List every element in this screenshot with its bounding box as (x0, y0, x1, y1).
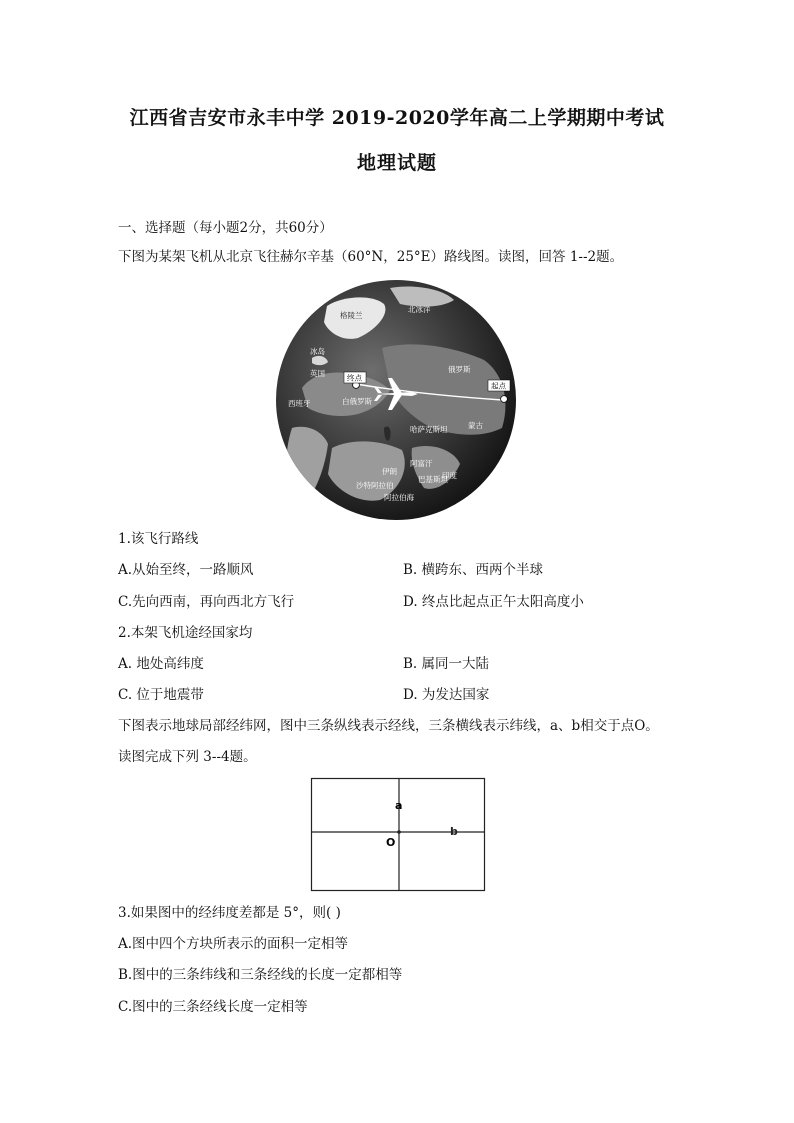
latlong-grid-diagram (310, 777, 488, 893)
grid-svg (310, 777, 488, 893)
afghanistan-label: 阿富汗 (410, 459, 433, 468)
spain-label: 西班牙 (288, 399, 311, 408)
q3-stem: 3.如果图中的经纬度差都是 5°，则( ) (118, 905, 341, 921)
iran-label: 伊朗 (382, 467, 397, 476)
greenland-label: 格陵兰 (340, 311, 363, 320)
q2-option-a: A. 地处高纬度 (118, 656, 204, 672)
q2-option-c: C. 位于地震带 (118, 687, 204, 703)
q2-stem: 2.本架飞机途经国家均 (118, 625, 253, 641)
grid-point-o (397, 830, 401, 834)
grid-label-a: a (395, 799, 403, 812)
pakistan-label: 巴基斯坦 (418, 475, 448, 484)
belarus-label: 白俄罗斯 (342, 397, 372, 406)
grid-label-b: b (450, 825, 458, 838)
arabian-sea-label: 阿拉伯海 (384, 493, 414, 502)
uk-label: 英国 (310, 369, 325, 378)
q3-option-c: C.图中的三条经线长度一定相等 (118, 999, 308, 1015)
india-label: 印度 (442, 471, 457, 480)
globe-flight-map (272, 278, 520, 522)
kazakhstan-label: 哈萨克斯坦 (410, 425, 448, 434)
grid-frame (312, 779, 485, 891)
q2-option-b: B. 属同一大陆 (403, 656, 490, 672)
end-label: 终点 (347, 373, 362, 383)
q1-stem: 1.该飞行路线 (118, 531, 199, 547)
question-intro-1-2: 下图为某架飞机从北京飞往赫尔辛基（60°N，25°E）路线图。读图，回答 1--2题。 (118, 249, 624, 265)
globe-svg (272, 278, 520, 522)
exam-title-line2: 地理试题 (356, 152, 437, 174)
q3-option-a: A.图中四个方块所表示的面积一定相等 (118, 936, 349, 952)
grid-label-o: O (386, 836, 396, 849)
q3-option-b: B.图中的三条纬线和三条经线的长度一定都相等 (118, 967, 403, 983)
q2-option-d: D. 为发达国家 (403, 687, 490, 703)
africa-shape (286, 427, 328, 510)
mongolia-label: 蒙古 (468, 421, 483, 430)
q1-option-d: D. 终点比起点正午太阳高度小 (403, 594, 584, 610)
exam-title-line1: 江西省吉安市永丰中学 2019-2020学年高二上学期期中考试 (129, 107, 665, 129)
arctic-label: 北冰洋 (408, 305, 431, 314)
q1-option-c: C.先向西南，再向西北方飞行 (118, 594, 295, 610)
start-label: 起点 (491, 381, 506, 391)
question-intro-3-4-line2: 读图完成下列 3--4题。 (118, 749, 257, 765)
start-point-marker (501, 396, 508, 403)
q1-option-a: A.从始至终，一路顺风 (118, 562, 254, 578)
question-intro-3-4-line1: 下图表示地球局部经纬网，图中三条纵线表示经线，三条横线表示纬线，a、b相交于点O。 (118, 718, 659, 734)
saudi-label: 沙特阿拉伯 (356, 481, 394, 490)
iceland-label: 冰岛 (310, 347, 325, 356)
russia-label: 俄罗斯 (448, 365, 471, 374)
section-heading: 一、选择题（每小题2分，共60分） (118, 220, 333, 236)
q1-option-b: B. 横跨东、西两个半球 (403, 562, 544, 578)
